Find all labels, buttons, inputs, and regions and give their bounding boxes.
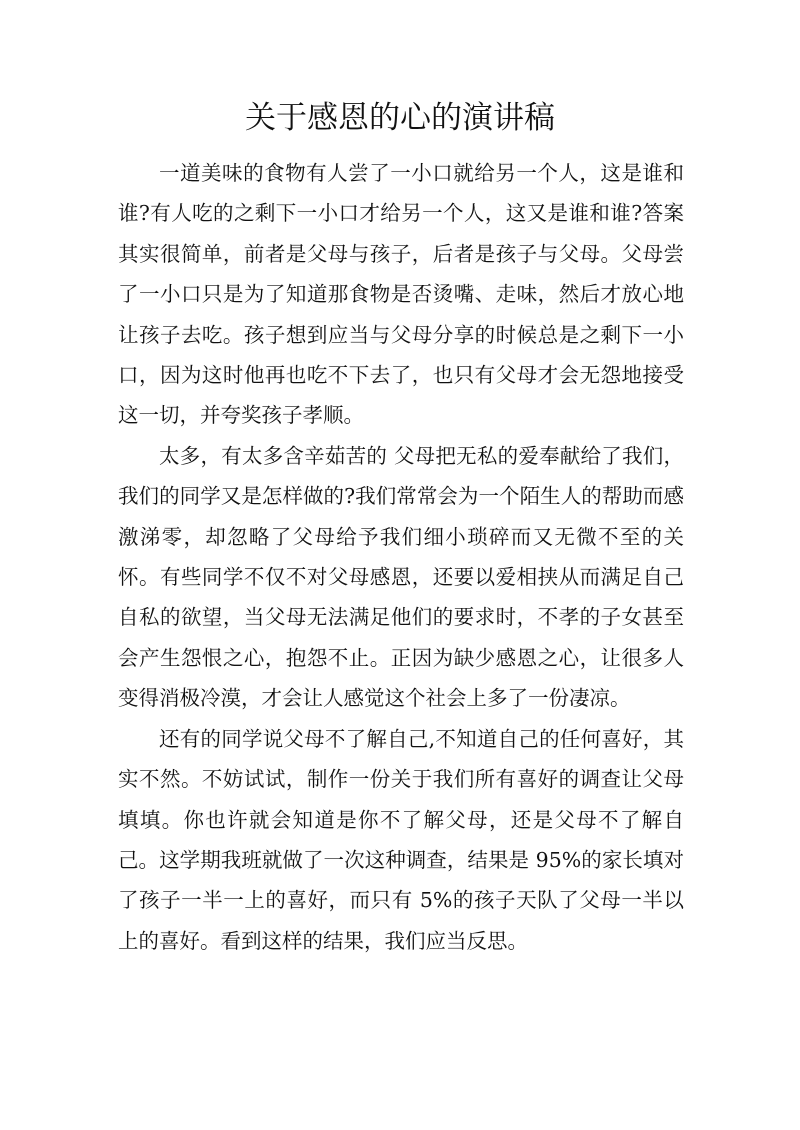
- paragraph-2: 太多，有太多含辛茹苦的 父母把无私的爱奉献给了我们，我们的同学又是怎样做的?我们常常会为一个陌生人的帮助而感激涕零，却忽略了父母给予我们细小琐碎而又无微不至的关怀。有些同学不仅不对父母感恩，还要以爱相挟从而满足自己自私的欲望，当父母无法满足他们的要求时，不孝的子女甚至会产生怨恨之心，抱怨不止。正因为缺少感恩之心，让很多人变得消极冷漠，才会让人感觉这个社会上多了一份凄凉。: [118, 443, 684, 711]
- document-title: 关于感恩的心的演讲稿: [245, 100, 555, 136]
- paragraph-3: 还有的同学说父母不了解自己,不知道自己的任何喜好，其实不然。不妨试试，制作一份关于我们所有喜好的调查让父母填填。你也许就会知道是你不了解父母，还是父母不了解自己。这学期我班就做了一次这种调查，结果是 95%的家长填对了孩子一半一上的喜好，而只有 5%的孩子天队了父母一半以上的喜好。看到这样的结果，我们应当反思。: [118, 726, 684, 953]
- document-body: [118, 153, 684, 961]
- paragraph-1: 一道美味的食物有人尝了一小口就给另一个人，这是谁和谁?有人吃的之剩下一小口才给另一个人，这又是谁和谁?答案其实很简单，前者是父母与孩子，后者是孩子与父母。父母尝了一小口只是为了知道那食物是否烫嘴、走味，然后才放心地让孩子去吃。孩子想到应当与父母分享的时候总是之剩下一小口，因为这时他再也吃不下去了，也只有父母才会无怨地接受这一切，并夸奖孩子孝顺。: [118, 161, 684, 428]
